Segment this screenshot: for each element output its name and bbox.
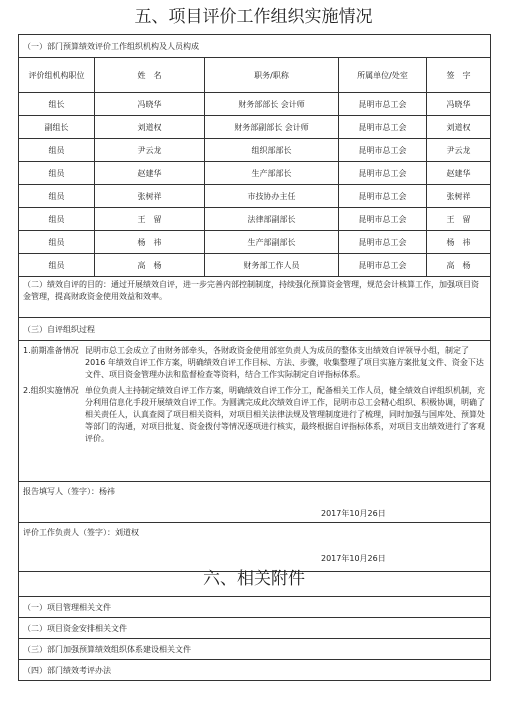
- attachment-item: （三）部门加强预算绩效组织体系建设相关文件: [19, 639, 491, 660]
- title-cell: 市技协办主任: [205, 185, 339, 208]
- sign-cell: 冯晓华: [427, 93, 491, 116]
- attachment-item: （四）部门绩效考评办法: [19, 660, 491, 681]
- sign-cell: 赵建华: [427, 162, 491, 185]
- col-unit: 所属单位/处室: [339, 58, 427, 93]
- role-cell: 组员: [19, 208, 95, 231]
- process-body: [19, 341, 491, 482]
- name-cell: 高 杨: [95, 254, 205, 277]
- unit-cell: 昆明市总工会: [339, 208, 427, 231]
- leader-block: [19, 523, 491, 572]
- process-label: 2.组织实施情况: [23, 386, 79, 395]
- process-text: 昆明市总工会成立了由财务部牵头，各财政资金使用部室负责人为成员的整体支出绩效自评领导小组，制定了 2016 年绩效自评工作方案，明确绩效自评工作目标、方法、步骤，收集整理了项目实施方案批复文件、资金下达文件、项目资金管理办法和监督检查等资料，结合工作实际制定自评指标体系。: [85, 346, 484, 379]
- reporter-block: [19, 482, 491, 523]
- name-cell: 赵建华: [95, 162, 205, 185]
- table-row: [19, 139, 491, 162]
- process-item: [23, 345, 486, 381]
- role-cell: 组员: [19, 231, 95, 254]
- unit-cell: 昆明市总工会: [339, 231, 427, 254]
- table-row: [19, 162, 491, 185]
- role-cell: 组员: [19, 162, 95, 185]
- title-cell: 财务部工作人员: [205, 254, 339, 277]
- table-row: [19, 208, 491, 231]
- title-cell: 财务部副部长 会计师: [205, 116, 339, 139]
- col-sign: 签 字: [427, 58, 491, 93]
- section5-title: 五、项目评价工作组织实施情况: [134, 7, 373, 27]
- title-cell: 组织部部长: [205, 139, 339, 162]
- process-item: [23, 385, 486, 445]
- sign-cell: 刘道权: [427, 116, 491, 139]
- col-title: 职务/职称: [205, 58, 339, 93]
- section6-title: 六、相关附件: [203, 569, 305, 589]
- sign-cell: 张树祥: [427, 185, 491, 208]
- name-cell: 张树祥: [95, 185, 205, 208]
- name-cell: 王 留: [95, 208, 205, 231]
- role-cell: 组长: [19, 93, 95, 116]
- unit-cell: 昆明市总工会: [339, 254, 427, 277]
- role-cell: 组员: [19, 139, 95, 162]
- col-role: 评价组机构职位: [19, 58, 95, 93]
- unit-cell: 昆明市总工会: [339, 162, 427, 185]
- process-heading: （三）自评组织过程: [19, 318, 491, 341]
- unit-cell: 昆明市总工会: [339, 185, 427, 208]
- unit-cell: 昆明市总工会: [339, 139, 427, 162]
- role-cell: 副组长: [19, 116, 95, 139]
- attachment-item: （二）项目资金安排相关文件: [19, 618, 491, 639]
- sign-cell: 尹云龙: [427, 139, 491, 162]
- table-row: [19, 93, 491, 116]
- attachment-item: （一）项目管理相关文件: [19, 597, 491, 618]
- process-text: 单位负责人主持制定绩效自评工作方案，明确绩效自评工作分工，配备相关工作人员，健全绩效自评组织机制，充分利用信息化手段开展绩效自评工作。为圆满完成此次绩效自评工作，昆明市总工会精心组织、积极协调，明确了相关责任人，认真查阅了项目相关资料，对项目相关法律法规及管理制度进行了梳理，同时加强与国库处、预算处等部门的沟通，对项目批复、资金拨付等情况逐项进行核实，最终根据自评指标体系，对项目支出绩效进行了客观评价。: [85, 386, 485, 443]
- col-name: 姓 名: [95, 58, 205, 93]
- name-cell: 刘道权: [95, 116, 205, 139]
- sign-cell: 王 留: [427, 208, 491, 231]
- table-row: [19, 254, 491, 277]
- role-cell: 组员: [19, 185, 95, 208]
- title-cell: 生产部副部长: [205, 231, 339, 254]
- name-cell: 冯晓华: [95, 93, 205, 116]
- title-cell: 财务部部长 会计师: [205, 93, 339, 116]
- table-row: [19, 231, 491, 254]
- process-label: 1.前期准备情况: [23, 346, 79, 355]
- name-cell: 杨 祎: [95, 231, 205, 254]
- reporter-date: 2017年10月26日: [321, 509, 386, 518]
- table-row: [19, 185, 491, 208]
- role-cell: 组员: [19, 254, 95, 277]
- team-heading: （一）部门预算绩效评价工作组织机构及人员构成: [19, 35, 491, 58]
- reporter-label: 报告填写人（签字）：杨祎: [23, 487, 115, 496]
- title-cell: 法律部副部长: [205, 208, 339, 231]
- leader-label: 评价工作负责人（签字）：刘道权: [23, 528, 139, 537]
- unit-cell: 昆明市总工会: [339, 116, 427, 139]
- table-row: [19, 116, 491, 139]
- sign-cell: 高 杨: [427, 254, 491, 277]
- title-cell: 生产部部长: [205, 162, 339, 185]
- sign-cell: 杨 祎: [427, 231, 491, 254]
- name-cell: 尹云龙: [95, 139, 205, 162]
- purpose-text: （二）绩效自评的目的：通过开展绩效自评，进一步完善内部控制制度，持续强化预算资金管理，规范会计核算工作，加强项目资金管理，提高财政资金使用效益和效率。: [19, 277, 491, 318]
- unit-cell: 昆明市总工会: [339, 93, 427, 116]
- leader-date: 2017年10月26日: [321, 554, 386, 563]
